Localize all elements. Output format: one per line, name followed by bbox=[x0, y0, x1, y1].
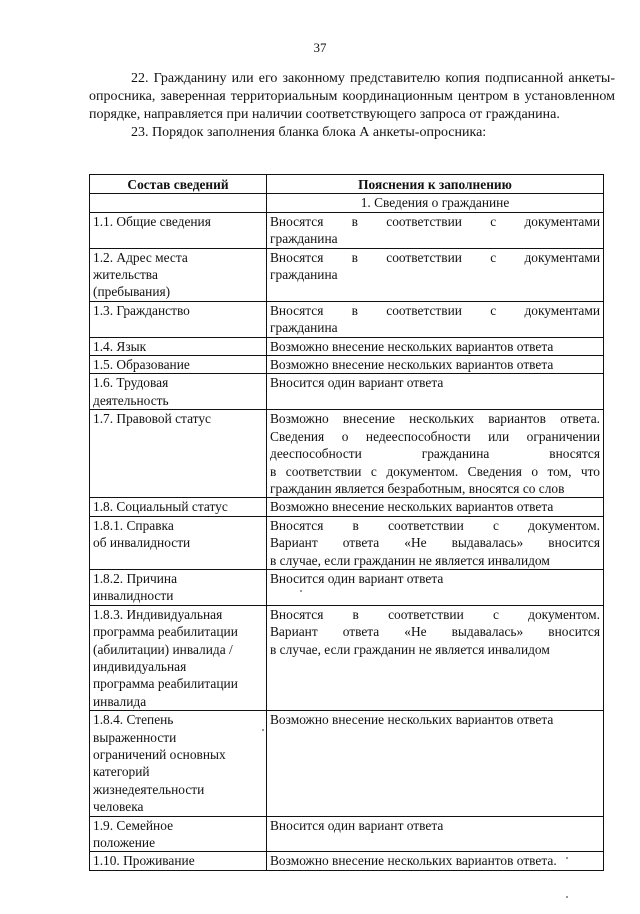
fill-note-line: Вносится один вариант ответа bbox=[270, 570, 444, 586]
field-name-line: инвалида bbox=[93, 693, 147, 709]
field-name-cell bbox=[90, 356, 267, 374]
fill-note-cell bbox=[267, 410, 604, 498]
fill-note-line: гражданина bbox=[270, 267, 338, 283]
table-row bbox=[90, 711, 604, 816]
table-row bbox=[90, 212, 604, 248]
scan-speck bbox=[566, 896, 568, 898]
field-name-line: 1.1. Общие сведения bbox=[93, 213, 211, 229]
scan-speck bbox=[262, 729, 264, 731]
field-name-cell bbox=[90, 410, 267, 498]
section-title: 1. Сведения о гражданине bbox=[267, 194, 604, 212]
field-name-line: программа реабилитации bbox=[93, 676, 238, 692]
fill-note-cell bbox=[267, 356, 604, 374]
paragraph-22: 22. Гражданину или его законному представителю копия подписанной анкеты-опросника, заверенная территориальным координационным центром в установленном порядке, направляется при наличии соответствующего запроса от гражданина. bbox=[89, 71, 615, 122]
field-name-cell bbox=[90, 301, 267, 337]
field-name-line: жизнедеятельности bbox=[93, 781, 205, 797]
field-name-line: 1.8.2. Причина bbox=[93, 570, 178, 586]
header-fields: Состав сведений bbox=[90, 175, 267, 194]
field-name-line: 1.4. Язык bbox=[93, 338, 147, 354]
table-row bbox=[90, 337, 604, 355]
fill-note-cell bbox=[267, 498, 604, 516]
field-name-cell bbox=[90, 852, 267, 870]
field-name-line: инвалидности bbox=[93, 588, 174, 604]
table-row bbox=[90, 605, 604, 710]
fill-note-line: Возможно внесение нескольких вариантов ответа bbox=[270, 338, 554, 354]
field-name-line: 1.8.4. Степень bbox=[93, 712, 174, 728]
fill-note-line: гражданина bbox=[270, 320, 338, 336]
field-name-line: индивидуальная bbox=[93, 658, 187, 674]
table-row bbox=[90, 248, 604, 301]
fill-note-cell bbox=[267, 605, 604, 710]
field-name-line: категорий bbox=[93, 764, 150, 780]
fill-note-line: Вносятся в соответствии с документом. bbox=[270, 517, 600, 533]
form-fill-table bbox=[89, 174, 604, 871]
table-row bbox=[90, 301, 604, 337]
table-row bbox=[90, 569, 604, 605]
fill-note-cell bbox=[267, 816, 604, 852]
field-name-line: человека bbox=[93, 799, 144, 815]
fill-note-line: Возможно внесение нескольких вариантов ответа bbox=[270, 499, 554, 515]
header-notes: Пояснения к заполнению bbox=[267, 175, 604, 194]
fill-note-line: Возможно внесение нескольких вариантов ответа. bbox=[270, 411, 600, 427]
field-name-line: деятельность bbox=[93, 392, 169, 408]
field-name-line: 1.9. Семейное bbox=[93, 817, 174, 833]
fill-note-cell bbox=[267, 301, 604, 337]
fill-note-line: гражданина bbox=[270, 231, 338, 247]
fill-note-cell bbox=[267, 374, 604, 410]
field-name-cell bbox=[90, 498, 267, 516]
fill-note-line: гражданин является безработным, вносятся со слов bbox=[270, 480, 565, 496]
field-name-line: 1.6. Трудовая bbox=[93, 375, 169, 391]
field-name-cell bbox=[90, 605, 267, 710]
field-name-line: (абилитации) инвалида / bbox=[93, 641, 233, 657]
field-name-line: 1.10. Проживание bbox=[93, 853, 195, 869]
fill-note-line: в соответствии с документом. Сведения о том, что bbox=[270, 463, 600, 479]
field-name-cell bbox=[90, 212, 267, 248]
table-row bbox=[90, 516, 604, 569]
field-name-line: 1.2. Адрес места bbox=[93, 249, 188, 265]
field-name-cell bbox=[90, 248, 267, 301]
fill-note-line: Вносится один вариант ответа bbox=[270, 375, 444, 391]
table-header-row bbox=[90, 175, 604, 194]
field-name-line: ограничений основных bbox=[93, 747, 226, 762]
field-name-cell bbox=[90, 816, 267, 852]
field-name-line: об инвалидности bbox=[93, 535, 191, 551]
fill-note-line: Вариант ответа «Не выдавалась» вносится bbox=[270, 624, 600, 640]
body-text bbox=[89, 70, 615, 142]
table-row bbox=[90, 816, 604, 852]
field-name-line: 1.8.3. Индивидуальная bbox=[93, 606, 223, 622]
fill-note-line: Возможно внесение нескольких вариантов ответа. bbox=[270, 853, 557, 869]
fill-note-cell bbox=[267, 569, 604, 605]
fill-note-cell bbox=[267, 516, 604, 569]
field-name-cell bbox=[90, 569, 267, 605]
field-name-line: 1.5. Образование bbox=[93, 357, 190, 373]
scan-speck bbox=[300, 590, 302, 592]
fill-note-line: Вариант ответа «Не выдавалась» вносится bbox=[270, 535, 600, 551]
fill-note-line: Вносятся в соответствии с документами bbox=[270, 213, 600, 229]
field-name-line: 1.3. Гражданство bbox=[93, 302, 190, 318]
section-row bbox=[90, 194, 604, 212]
paragraph-23: 23. Порядок заполнения бланка блока А анкеты-опросника: bbox=[131, 125, 487, 140]
field-name-line: положение bbox=[93, 835, 156, 851]
fill-note-line: Возможно внесение нескольких вариантов ответа bbox=[270, 712, 554, 728]
table-row bbox=[90, 852, 604, 870]
field-name-cell bbox=[90, 711, 267, 816]
fill-note-line: в случае, если гражданин не является инвалидом bbox=[270, 552, 550, 568]
fill-note-line: в случае, если гражданин не является инвалидом bbox=[270, 641, 550, 657]
table-row bbox=[90, 498, 604, 516]
fill-note-cell bbox=[267, 248, 604, 301]
field-name-line: 1.8. Социальный статус bbox=[93, 499, 228, 515]
fill-note-line: Вносятся в соответствии с документом. bbox=[270, 606, 600, 622]
table-row bbox=[90, 356, 604, 374]
table-row bbox=[90, 374, 604, 410]
fill-note-line: Возможно внесение нескольких вариантов ответа bbox=[270, 357, 554, 373]
field-name-cell bbox=[90, 374, 267, 410]
field-name-cell bbox=[90, 516, 267, 569]
fill-note-cell bbox=[267, 711, 604, 816]
table-row bbox=[90, 410, 604, 498]
field-name-line: (пребывания) bbox=[93, 284, 171, 300]
fill-note-line: Вносятся в соответствии с документами bbox=[270, 302, 600, 318]
field-name-line: 1.7. Правовой статус bbox=[93, 411, 211, 427]
fill-note-cell bbox=[267, 337, 604, 355]
section-spacer bbox=[90, 194, 267, 212]
fill-note-line: Вносятся в соответствии с документами bbox=[270, 249, 600, 265]
field-name-line: программа реабилитации bbox=[93, 624, 238, 640]
fill-note-cell bbox=[267, 852, 604, 870]
field-name-line: выраженности bbox=[93, 729, 177, 745]
fill-note-cell bbox=[267, 212, 604, 248]
field-name-cell bbox=[90, 337, 267, 355]
field-name-line: жительства bbox=[93, 267, 158, 283]
scan-speck bbox=[566, 857, 568, 859]
page-number: 37 bbox=[313, 40, 327, 55]
fill-note-line: дееспособности гражданина вносятся bbox=[270, 446, 600, 462]
fill-note-line: Вносится один вариант ответа bbox=[270, 817, 444, 833]
field-name-line: 1.8.1. Справка bbox=[93, 517, 174, 533]
fill-note-line: Сведения о недееспособности или ограничении bbox=[270, 428, 600, 444]
